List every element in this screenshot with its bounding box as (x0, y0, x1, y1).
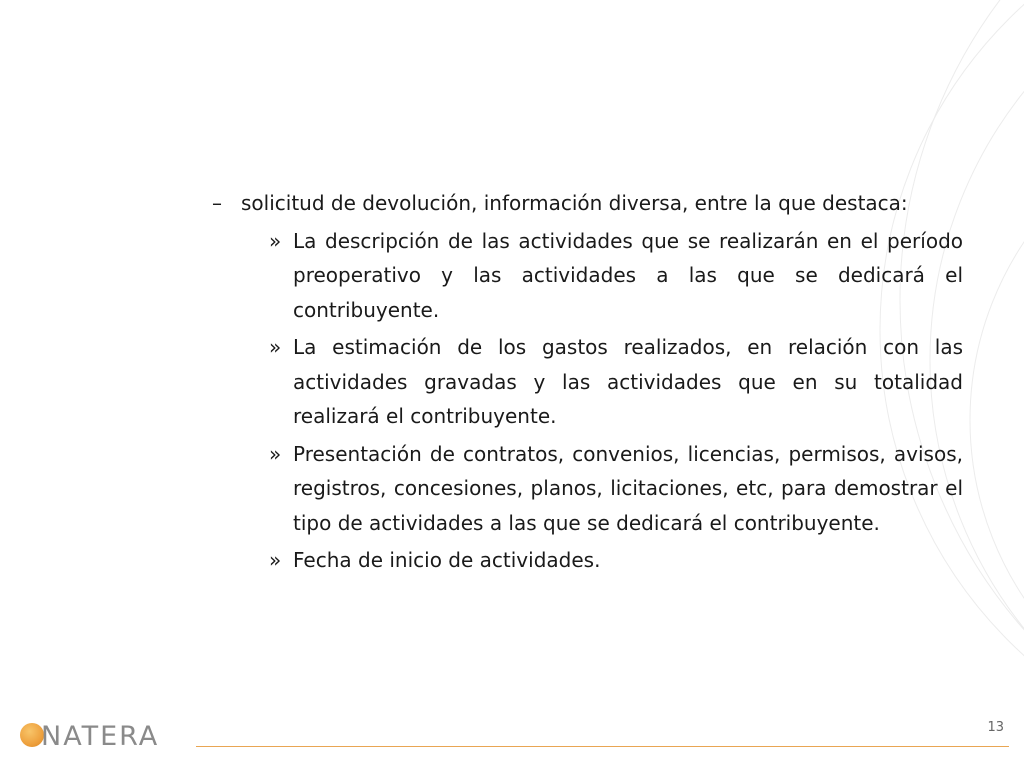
sub-bullet-list (269, 224, 963, 578)
sub-bullet-item (269, 330, 963, 434)
footer-divider (196, 746, 1009, 747)
sub-bullet-text: Fecha de inicio de actividades. (293, 548, 601, 572)
sub-bullet-item (269, 543, 963, 578)
logo-text: NATERA (41, 721, 160, 752)
page-number: 13 (987, 720, 1004, 735)
sub-bullet-text: La estimación de los gastos realizados, en relación con las actividades gravadas y las actividades que en su totalidad realizará el contribuyente. (293, 335, 963, 428)
sub-bullet-text: Presentación de contratos, convenios, licencias, permisos, avisos, registros, concesiones, planos, licitaciones, etc, para demostrar el tipo de actividades a las que se dedicará el contribuyente. (293, 441, 963, 535)
natera-logo (20, 719, 180, 753)
sub-bullet-item (269, 437, 963, 541)
chevron-marker: » (269, 335, 282, 359)
bullet-level1-text: solicitud de devolución, información diversa, entre la que destaca: (241, 191, 908, 215)
dash-marker: – (212, 191, 222, 215)
chevron-marker: » (269, 228, 282, 253)
sub-bullet-text: La descripción de las actividades que se realizarán en el período preoperativo y las actividades a las que se dedicará el contribuyente. (293, 228, 963, 322)
bullet-level1 (212, 186, 963, 221)
sub-bullet-item (269, 224, 963, 328)
chevron-marker: » (269, 441, 282, 466)
slide-content (212, 186, 963, 581)
chevron-marker: » (269, 548, 282, 572)
